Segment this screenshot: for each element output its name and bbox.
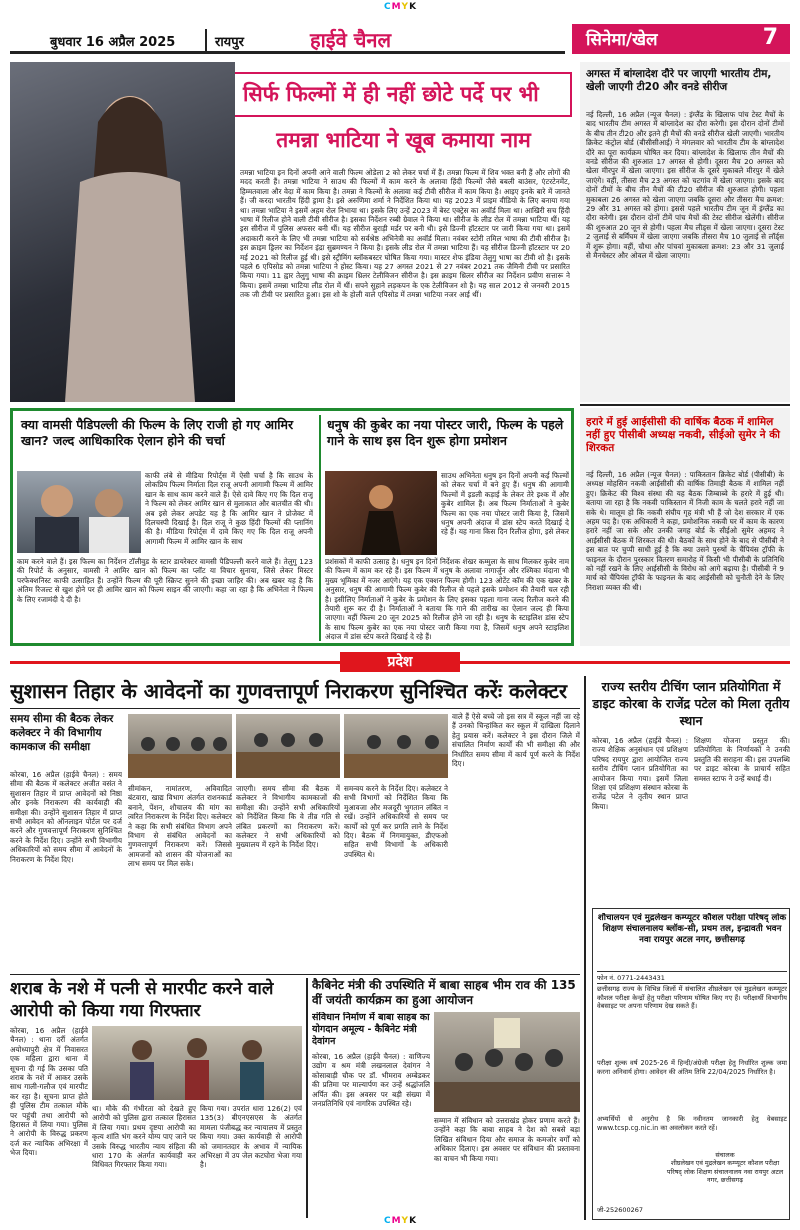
cricket-body-2: नई दिल्ली, 16 अप्रैल (न्यूज चैनल) : पाकिस्तान क्रिकेट बोर्ड (पीसीबी) के अध्यक्ष मोहसिन नकवी आईसीसी की वार्षिक तिमाही बैठक में शामिल नहीं हुए। क्रिकेट की विश्व संस्था की यह बैठक जिम्बाब्वे के हरारे में हुई थी। बताया जा रहा है कि नकवी पाकिस्तान में निजी काम के चलते हरारे नहीं जा सके थे। मालूम हो कि नकवी संघीय गृह मंत्री भी हैं जो देश सरकार में एक अहम पद है। एक अधिकारी ने कहा, प्रमोशनिक नकवी घर में काम के कारण हरारे नहीं जा सके और उनकी जगह बोर्ड के सीईओ सुमेर अहमद ने आईसीसी बैठक में शिरकत की थी। बैठकों के साथ होने के बाद से पीसीबी ने इस बात पर चुप्पी साधी हुई है कि क्या उसने पुरुषों के चैंपियंस ट्रॉफी के फाइनल के दौरान पुरस्कार वितरण समारोह में किसी भी पीसीबी के प्रतिनिधि को नहीं रखने के लिए आईसीसी के विरोध को आगे बढ़ाया है। पीसीबी ने 9 मार्च को चैंपियंस ट्रॉफी के फाइनल के बाद आईसीसी को चुनौती देने के लिए निराशा व्यक्त की थी। <box>586 470 784 592</box>
ambedkar-headline: कैबिनेट मंत्री की उपस्थिति में बाबा साहब भीम राव की 135 वीं जयंती कार्यक्रम का हुआ आयोजन <box>312 978 576 1007</box>
actor-portrait-icon <box>17 471 141 553</box>
cmyk-marks-bottom: CMYK <box>383 1216 417 1226</box>
teaching-body: कोरबा, 16 अप्रैल (हाईवे चैनल) : राज्य शैक्षिक अनुसंधान एवं प्रशिक्षण परिषद रायपुर द्वारा आयोजित राज्य स्तरीय टीचिंग प्लान प्रतियोगिता का आयोजन किया गया। इसमें जिला शिक्षा एवं प्रशिक्षण संस्थान कोरबा के राजेंद्र पटेल ने तृतीय स्थान प्राप्त किया। <box>592 736 688 811</box>
lead-headline-2: तमन्ना भाटिया ने खूब कमाया नाम <box>276 128 531 152</box>
aamir-body-side: काफी लंबे से मीडिया रिपोर्ट्स में ऐसी चर्चा है कि साउथ के लोकप्रिय फिल्म निर्माता दिल राजू अपनी आगामी फिल्म में आमिर खान के साथ काम करने वाले हैं। ऐसे दावे किए गए कि दिल राजू ने फिल्म को लेकर आमिर खान से मुलाकात और बातचीत की थी। अब इसे लेकर अपडेट यह है कि आमिर खान ने प्रोजेक्ट में दिलचस्पी दिखाई है। दिल राजू ने कुछ हिंदी फिल्मों की प्लानिंग की है। मीडिया रिपोर्ट्स में दावे किए गए कि दिल राजू अपनी आगामी फिल्म में आमिर खान के साथ <box>145 471 313 546</box>
film-news-frame <box>10 408 574 646</box>
notice-ro: जी-252600267 <box>597 1206 644 1214</box>
pradesh-col-5: समन्वय करने के निर्देश दिए। कलेक्टर ने सभी विभागों को निर्देशित किया कि मुआवजा और मजदूरी भुगतान लंबित न रखें। उन्होंने अधिकारियों से समय पर कार्यों को पूर्ण कर प्रगति लाने के निर्देश दिए। बैठक में निगमायुक्त, डीएफओ सहित सभी विभागों के अधिकारी उपस्थित थे। <box>344 784 448 859</box>
cricket-story-1 <box>580 62 790 402</box>
pradesh-band <box>10 652 790 672</box>
poster-figure-icon <box>325 471 437 555</box>
teaching-headline: राज्य स्तरीय टीचिंग प्लान प्रतियोगिता में डाइट कोरबा के राजेंद्र पटेल को मिला तृतीय स्थान <box>592 679 790 728</box>
band-label: प्रदेश <box>340 652 460 672</box>
notice-body-2: परीक्षा शुल्क वर्ष 2025-26 में हिन्दी/अंग्रेजी परीक्षा हेतु निर्धारित शुल्क जमा करना अनिवार्य होगा। आवेदन की अंतिम तिथि 22/04/2025 निर्धारित है। <box>597 1059 787 1076</box>
pradesh-subheadline: समय सीमा की बैठक लेकर कलेक्टर ने की विभागीय कामकाज की समीक्षा <box>10 713 114 753</box>
pradesh-col-1: कोरबा, 16 अप्रैल (हाईवे चैनल) : समय सीमा की बैठक में कलेक्टर अजीत वसंत ने सुशासन तिहार में प्राप्त आवेदनों को निष्ठा और इनके निराकरण की कार्यवाही की समीक्षा की। उन्होंने सुशासन तिहार में प्राप्त सभी आवेदन को ऑनलाइन पोर्टल पर दर्ज करने और गुणवत्तापूर्ण निराकरण सुनिश्चित करने के निर्देश दिए। उन्होंने सभी विभागीय अधिकारियों को समय सीमा में आवेदनों के निराकरण के निर्देश दिए। <box>10 770 122 864</box>
notice-sign: संचालक शीघ्रलेखन एवं मुद्रलेखन कम्प्यूटर कौशल परीक्षा परिषद् लोक शिक्षण संचालनालय नवा रायपुर अटल नगर, छत्तीसगढ़ <box>666 1151 784 1185</box>
pradesh-col-4: वाले हैं ऐसे बच्चे जो इस सत्र में स्कूल नहीं जा रहे हैं उनको चिन्हांकित कर स्कूल में दाखिला दिलाने हेतु प्रयास करें। कलेक्टर ने इस दौरान जिले में संचालित निर्माण कार्यों की भी समीक्षा की और निर्धारित समय सीमा में कार्य पूर्ण करने के निर्देश दिए। <box>452 712 580 769</box>
meeting-photo-3 <box>344 714 448 778</box>
lead-headline-box-2 <box>235 120 572 162</box>
divider <box>584 676 586 1220</box>
sharab-headline: शराब के नशे में पत्नी से मारपीट करने वाले आरोपी को किया गया गिरफ्तार <box>10 979 274 1021</box>
pradesh-headline: सुशासन तिहार के आवेदनों का गुणवत्तापूर्ण निराकरण सुनिश्चित करेंः कलेक्टर <box>10 679 568 703</box>
sharab-body-2: था। मौके की गंभीरता को देखते हुए आरोपी को पुलिस द्वारा तत्काल हिरासत में लिया गया। प्रथम दृष्टया आरोपी का कृत्य शांति भंग करने योग्य पाए जाने पर उसके विरुद्ध भारतीय न्याय संहिता की धारा 170 के अंतर्गत कार्यवाही कर विधिवत गिरफ्तार किया गया। <box>92 1104 196 1170</box>
divider <box>580 404 790 406</box>
event-crowd-icon <box>434 1012 580 1112</box>
ambedkar-event-photo <box>434 1012 580 1112</box>
meeting-scene-icon <box>128 714 232 778</box>
cmyk-marks: CMYK <box>383 2 417 12</box>
meeting-photo-2 <box>236 714 340 778</box>
teaching-body-2: शिक्षण योजना प्रस्तुत की। प्रतियोगिता के निर्णायकों ने उनकी प्रस्तुति की सराहना की। इस उपलब्धि पर डाइट कोरबा के प्राचार्य सहित समस्त स्टाफ ने उन्हें बधाई दी। <box>694 736 790 783</box>
masthead-date: बुधवार 16 अप्रैल 2025 <box>50 35 176 50</box>
divider <box>306 978 308 1218</box>
notice-footer: अभ्यर्थियों से अनुरोध है कि नवीनतम जानकारी हेतु वेबसाइट www.tcsp.cg.nic.in का अवलोकन करते रहें। <box>597 1115 787 1132</box>
masthead <box>10 24 565 54</box>
meeting-scene-icon <box>236 714 340 778</box>
dhanush-body-side: साउथ अभिनेता धनुष इन दिनों अपनी कई फिल्मों को लेकर चर्चा में बने हुए हैं। धनुष की आगामी फिल्मों में इडली कड़ाई के लेकर तेरे इश्क में और कुबेर शामिल हैं। अब फिल्म निर्माताओं ने कुबेर फिल्म का एक नया पोस्टर जारी किया है, जिसमें धनुष अपनी अंदाज में डांस स्टेप करते दिखाई दे रहे हैं। यह गाना किस दिन रिलीज होगा, इसे लेकर <box>441 471 569 537</box>
meeting-photo-1 <box>128 714 232 778</box>
lead-headline-box-1 <box>235 72 572 117</box>
lead-photo <box>10 62 235 402</box>
pradesh-col-2: सीमांकन, नामांतरण, अविवादित बंटवारा, खाद्य विभाग अंतर्गत राशनकार्ड बनाने, पेंशन, शौचालय की मांग का त्वरित निराकरण के निर्देश दिए। कलेक्टर ने कहा कि सभी संबंधित विभाग अपने विभाग से संबंधित आवेदनों का गुणवत्तापूर्ण निराकरण करें। जिससे आमजनों को शासन की योजनाओं का लाभ समय पर मिल सके। <box>128 784 232 869</box>
dhanush-headline: धनुष की कुबेर का नया पोस्टर जारी, फिल्म के पहले गाने के साथ इस दिन शुरू होगा प्रमोशन <box>327 417 564 448</box>
lead-story <box>10 62 572 402</box>
accused-photo <box>92 1026 302 1100</box>
lead-headline-1: सिर्फ फिल्मों में ही नहीं छोटे पर्दे पर भी <box>243 82 539 106</box>
ambedkar-body-2: सम्मान में संविधान को उत्तराखंड होकर प्रणाम करते हैं। उन्होंने कहा कि बाबा साहब ने देश को सबसे बड़ा लिखित संविधान दिया और समाज के कमजोर वर्गों को अधिकार दिलाए। इस अवसर पर संविधान की प्रस्तावना का वाचन भी किया गया। <box>434 1116 580 1163</box>
cricket-headline-2: हरारे में हुई आईसीसी की वार्षिक बैठक में शामिल नहीं हुए पीसीबी अध्यक्ष नकवी, सीईओ सुमेर ने की शिरकत <box>586 416 780 454</box>
section-label: सिनेमा/खेल <box>586 30 658 50</box>
cricket-body-1: नई दिल्ली, 16 अप्रैल (न्यूज चैनल) : इंग्लैंड के खिलाफ पांच टेस्ट मैचों के बाद भारतीय टीम अगस्त में बांग्लादेश का दौरा करेगी। इस दौरान दोनों टीमों के बीच तीन टी20 और इतने ही मैचों की वनडे सीरीज खेली जाएगी। भारतीय क्रिकेट कंट्रोल बोर्ड (बीसीसीआई) ने मंगलवार को भारतीय टीम के बांग्लादेश दौरे का पूरा कार्यक्रम घोषित कर दिया। बांग्लादेश के खिलाफ तीन मैचों की वनडे सीरीज की शुरुआत 17 अगस्त से होगी। दूसरा मैच 20 अगस्त को खेला मीरपुर में खेला जाएगा। इस सीरीज के दूसरे मुकाबले मीरपुर में खेले जाएंगे। वहीं, तीसरा मैच 23 अगस्त को चटगांव में खेला जाएगा। इसके बाद दोनों टीमों के बीच तीन मैचों की टी20 सीरीज की शुरुआत होगी। पहला मुकाबला 26 अगस्त को खेला जाएगा जबकि दूसरा और तीसरा मैच क्रमश: 29 और 31 अगस्त को होगा। इससे पहले भारतीय टीम जून में इंग्लैंड का दौरा करेगी। इस दौरान दोनों टीमें पांच मैचों की टेस्ट सीरीज खेलेंगी। सीरीज की शुरुआत 20 जून से होगी। पहला मैच लीड्स में खेला जाएगा। दूसरा टेस्ट 2 जुलाई से बर्मिंघम में खेला जाएगा जबकि तीसरा मैच 10 जुलाई से लॉर्ड्स में शुरू होगा। वहीं, चौथा और पांचवां मुकाबला क्रमश: 23 और 31 जुलाई से मैनचेस्टर और ओवल में खेला जाएगा। <box>586 110 784 261</box>
pradesh-col-3: जाएगी। समय सीमा की बैठक में कलेक्टर ने विभागीय कामकाजों की समीक्षा की। उन्होंने सभी अधिकारियों को निर्देशित किया कि वे तीव्र गति से लंबित प्रकरणों का निराकरण करें। कलेक्टर ने सभी अधिकारियों को मुख्यालय में रहने के निर्देश दिए। <box>236 784 340 850</box>
sharab-body: कोरबा, 16 अप्रैल (हाईवे चैनल) : थाना दर्री अंतर्गत अयोध्यापुरी क्षेत्र में निवासरत एक महिला द्वारा थाना में सूचना दी गई कि उसका पति शराब के नशे में आकर उसके साथ गाली-गलौज एवं मारपीट कर रहा है। सूचना प्राप्त होते ही पुलिस टीम तत्काल मौके पर पहुंची तथा आरोपी को हिरासत में लिया गया। पुलिस ने आरोपी के विरुद्ध प्रकरण दर्ज कर न्यायिक अभिरक्षा में भेज दिया। <box>10 1026 88 1158</box>
green-divider <box>319 415 321 641</box>
cricket-headline-1: अगस्त में बांग्लादेश दौरे पर जाएगी भारतीय टीम, खेली जाएगी टी20 और वनडे सीरीज <box>586 68 772 93</box>
ambedkar-subheadline: संविधान निर्माण में बाबा साहब का योगदान अमूल्य - कैबिनेट मंत्री देवांगन <box>312 1012 430 1047</box>
ambedkar-body: कोरबा, 16 अप्रैल (हाईवे चैनल) : वाणिज्य उद्योग व श्रम मंत्री लखनलाल देवांगन ने कोसाबाड़ी चौक पर डॉ. भीमराव अम्बेडकर की प्रतिमा पर माल्यार्पण कर उन्हें श्रद्धांजलि अर्पित की। इस अवसर पर बड़ी संख्या में जनप्रतिनिधि एवं नागरिक उपस्थित रहे। <box>312 1052 430 1109</box>
masthead-city: रायपुर <box>215 35 244 50</box>
people-group-icon <box>92 1026 302 1100</box>
dhanush-story <box>325 415 569 641</box>
lead-body: तमन्ना भाटिया इन दिनों अपनी आने वाली फिल्म ओडेला 2 को लेकर चर्चा में हैं। तमन्ना फिल्म में शिव भक्त बनी हैं और लोगों की मदद करती हैं। तमन्ना भाटिया ने साउथ की फिल्मों में काम करने के अलावा हिंदी फिल्मों जैसे बबली बाउंसर, एंटरटेनमेंट, हिम्मतवाला और वेदा में काम किया है। तमन्ना ने फिल्मों के अलावा कई टीवी सीरीज में काम किया है। आइए इनके बारे में जानते हैं। जी करदा भारतीय हिंदी ड्रामा है। इसे अरुणिमा शर्मा ने निर्देशित किया था। यह 2023 में प्राइम वीडियो के लिए बनाया गया था। तमन्ना भाटिया ने इसमें अहम रोल निभाया था। इसके लिए उन्हें 2023 में बेस्ट एक्ट्रेस का अवॉर्ड मिला था। आखिरी सच हिंदी भाषा में रिलीज होने वाली टीवी सीरीज है। इसका निर्देशन रब्बी ग्रेवाल ने किया था। सीरीज के लीड रोल में तमन्ना भाटिया थीं। यह इस सीरीज में पुलिस अफसर बनी थीं। यह सीरीज बुराड़ी मर्डर पर बनी थी। इसे डिज्नी हॉटस्टार पर जारी किया गया था। इसमें अदाकारी करने के लिए भी तमन्ना भाटिया को सर्वश्रेष्ठ अभिनेत्री का अवॉर्ड मिला। नवंबर स्टोरी तमिल भाषा की टीवी सीरीज है। इस क्राइम ड्रिलर का निर्देशन इंद्रा सुब्रमण्यन ने किया है। इसके लीड रोल में तमन्ना भाटिया हैं। यह सीरीज डिज्नी हॉटस्टार पर 20 मई 2021 को रिलीज हुई थी। इसे स्ट्रीमिंग ब्लॉकबस्टर घोषित किया गया। मास्टर शेफ इंडिया तेलुगु भाषा का टीवी शो है। इसके पहले 6 एपिसोड को तमन्ना भाटिया ने होस्ट किया। यह 27 अगस्त 2021 से 27 नवंबर 2021 तक जैमिनी टीवी पर प्रसारित किया गया। 11 ह्वार तेलुगु भाषा की क्राइम थ्रिलर टेलीविजन सीरीज है। इस क्राइम थ्रिलर सीरीज का निर्देशन प्रवीण सत्तारू ने किया। इसमें तमन्ना भाटिया लीड रोल में थीं। सपने सुहाने लड़कपन के एक टेलीविजन शो है। यह साल 2012 से जनवरी 2015 तक जी टीवी पर प्रसारित हुआ। इस शो के होली वाले एपिसोड में तमन्ना भाटिया नजर आई थीं। <box>240 168 570 300</box>
meeting-scene-icon <box>344 714 448 778</box>
aamir-photo <box>17 471 141 553</box>
dhanush-poster <box>325 471 437 555</box>
masthead-brand: हाईवे चैनल <box>310 28 392 52</box>
aamir-story <box>17 415 317 641</box>
govt-notice <box>592 908 790 1220</box>
aamir-body-full: काम करने वाले हैं। इस फिल्म का निर्देशन टॉलीवुड के स्टार डायरेक्टर वामसी पैडिपल्ली करने वाले हैं। तेलुगु 123 की रिपोर्ट के अनुसार, वामसी ने आमिर खान को फिल्म का प्लॉट या विचार सुनाया, जिसे लेकर मिस्टर परफेक्शनिस्ट काफी उत्साहित हैं। उन्होंने फिल्म की पूरी स्क्रिप्ट सुनने की इच्छा जाहिर की। अब खबर यह है कि अंतिम रिजल्ट से खुश होने पर ही आमिर खान को फिल्म साइन की जाएगी। कहा जा रहा है कि अभिनेता ने फिल्म के लिए रजामंदी दे दी है। <box>17 557 313 604</box>
dhanush-body-full: प्रशंसकों में काफी उत्साह है। धनुष इन दिनों निर्देशक शेखर कम्मुला के साथ मिलकर कुबेर नाम की फिल्म में काम कर रहे हैं। इस फिल्म में धनुष के अलावा नागार्जुन और रश्मिका मंदाना भी मुख्य भूमिका में नजर आएंगे। यह एक एक्शन फिल्म होगी। 123 ओटेंट कॉम की एक खबर के अनुसार, धनुष की आगामी फिल्म कुबेर की रिलीज से पहले इसके प्रमोशन की तैयारी चल रही है। इसीलिए निर्माताओं ने कुबेर के प्रमोशन के लिए इसका पहला गाना जल्द रिलीज करने की तैयारी शुरू कर दी है। निर्माताओं ने बताया कि गाने की तारीख का ऐलान जल्द ही किया जाएगा। वहीं फिल्म 20 जून 2025 को रिलीज होने जा रही है। धनुष के स्टाइलिश डांस स्टेप के साथ फिल्म कुबेर का एक नया पोस्टर जारी किया गया है, जिसमें धनुष अपने स्टाइलिश अंदाज में डांस स्टेप करते दिखाई दे रहे हैं। <box>325 557 569 641</box>
page-number: 7 <box>762 25 778 50</box>
sharab-body-3: किया गया। उपरांत धारा 126(2) एवं 135(3) बीएनएसएस के अंतर्गत मामला पंजीबद्ध कर न्यायालय में प्रस्तुत किया गया। उक्त कार्यवाही से आरोपी को जमानतदार के अभाव में न्यायिक अभिरक्षा में उप जेल कटघोरा भेजा गया है। <box>200 1104 302 1170</box>
aamir-headline: क्या वामसी पैडिपल्ली की फिल्म के लिए राजी हो गए आमिर खान? जल्द आधिकारिक ऐलान होने की चर्चा <box>21 417 294 448</box>
notice-title: शौचालयन एवं मुद्रलेखन कम्प्यूटर कौशल परीक्षा परिषद् लोक शिक्षण संचालनालय ब्लॉक-सी, प्रथम तल, इन्द्रावती भवन नवा रायपुर अटल नगर, छत्तीसगढ़ <box>597 913 787 945</box>
cricket-story-2 <box>580 408 790 646</box>
notice-ref: फोन नं. 0771-2443431 <box>597 971 787 984</box>
section-bar <box>572 24 790 54</box>
notice-body: छत्तीसगढ़ राज्य के विभिन्न जिलों में संचालित शीघ्रलेखन एवं मुद्रलेखन कम्प्यूटर कौशल परीक्षा केन्द्रों हेतु परीक्षा परिणाम घोषित किए गए हैं। परीक्षार्थी विभागीय वेबसाइट पर अपना परिणाम देख सकते हैं। <box>597 985 787 1011</box>
masthead-divider <box>205 29 207 51</box>
divider <box>10 974 580 975</box>
divider <box>10 708 580 709</box>
actress-silhouette-icon <box>10 62 235 402</box>
